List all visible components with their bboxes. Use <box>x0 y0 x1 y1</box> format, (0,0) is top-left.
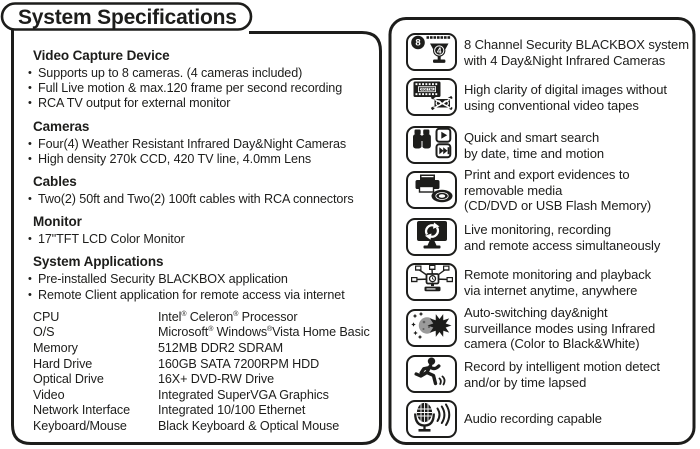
feature-text <box>464 130 698 161</box>
bullet-dot: • <box>28 97 32 110</box>
feature-line: camera (Color to Black&White) <box>464 336 640 351</box>
feature-line: Record by intelligent motion detect <box>464 359 660 374</box>
spec-label: Video <box>33 387 65 402</box>
feature-line: Print and export evidences to <box>464 167 630 182</box>
feature-line: Remote monitoring and playback <box>464 267 652 282</box>
bullet-item <box>28 192 374 207</box>
spec-label: O/S <box>33 325 55 340</box>
feature-line: Quick and smart search <box>464 130 600 145</box>
bullet-item <box>28 81 374 96</box>
svg-text:4: 4 <box>436 46 441 55</box>
bullet-item <box>28 66 374 81</box>
spec-label: Hard Drive <box>33 356 93 371</box>
spec-value: 512MB DDR2 SDRAM <box>158 341 284 356</box>
spec-section <box>28 254 374 302</box>
spec-label: Optical Drive <box>33 372 104 387</box>
bullet-dot: • <box>28 193 32 206</box>
bullet-text: RCA TV output for external monitor <box>38 96 231 111</box>
bullet-item <box>28 137 374 152</box>
feature-line: Auto-switching day&night <box>464 305 608 320</box>
motion-detect-icon <box>410 356 454 393</box>
icon-box <box>406 355 457 393</box>
spec-section <box>28 214 374 247</box>
icon-box <box>406 263 457 301</box>
svg-text:8: 8 <box>414 37 421 49</box>
spec-label: Memory <box>33 341 78 356</box>
print-export-icon <box>410 172 454 209</box>
bullet-item <box>28 232 374 247</box>
feature-row <box>406 218 694 256</box>
feature-text <box>464 167 698 214</box>
feature-row <box>406 78 694 116</box>
spec-table-row <box>33 403 374 419</box>
feature-line: using conventional video tapes <box>464 97 639 113</box>
spec-table-row <box>33 357 374 373</box>
feature-line: High clarity of digital images without <box>464 82 667 97</box>
spec-value: Intel® Celeron® Processor <box>158 309 298 324</box>
day-night-icon <box>410 310 454 347</box>
feature-row <box>406 263 694 301</box>
feature-line: surveillance modes using Infrared <box>464 320 656 336</box>
bullet-text: Pre-installed Security BLACKBOX application <box>38 272 288 287</box>
bullet-item <box>28 288 374 303</box>
icon-box <box>406 400 457 438</box>
bullet-dot: • <box>28 288 32 301</box>
section-heading: Monitor <box>33 214 82 230</box>
spec-label: Network Interface <box>33 403 130 418</box>
spec-label: Keyboard/Mouse <box>33 418 127 433</box>
spec-table-row <box>33 419 374 435</box>
feature-line: Audio recording capable <box>464 411 602 426</box>
feature-line: via internet anytime, anywhere <box>464 282 638 298</box>
feature-line: 8 Channel Security BLACKBOX system <box>464 37 689 52</box>
bullet-dot: • <box>28 82 32 95</box>
spec-value: 16X+ DVD-RW Drive <box>158 372 274 387</box>
feature-line: (CD/DVD or USB Flash Memory) <box>464 198 652 213</box>
feature-row <box>406 305 694 351</box>
spec-table-row <box>33 388 374 404</box>
feature-row <box>406 167 694 213</box>
feature-text <box>464 411 698 427</box>
spec-table-row <box>33 341 374 357</box>
audio-recording-icon <box>410 401 454 438</box>
bullet-text: Remote Client application for remote access via internet <box>38 287 345 302</box>
bullet-item <box>28 152 374 167</box>
feature-text <box>464 37 698 68</box>
icon-box <box>406 218 457 256</box>
feature-text <box>464 305 698 352</box>
section-heading: Cameras <box>33 118 90 134</box>
bullet-dot: • <box>28 67 32 79</box>
bullet-item <box>28 96 374 111</box>
bullet-dot: • <box>28 273 32 286</box>
icon-box <box>406 171 457 209</box>
digital-film-icon <box>410 79 454 116</box>
spec-table-row <box>33 372 374 388</box>
spec-section <box>28 174 374 207</box>
spec-section <box>28 48 374 112</box>
page-title: System Specifications <box>18 6 237 29</box>
bullet-text: Full Live motion & max.120 frame per second recording <box>38 81 343 96</box>
bullet-text: Two(2) 50ft and Two(2) 100ft cables with RCA connectors <box>38 192 354 207</box>
feature-row <box>406 355 694 393</box>
left-panel <box>28 44 374 435</box>
spec-table-row <box>33 325 374 341</box>
spec-label: CPU <box>33 309 60 324</box>
spec-value: Black Keyboard & Optical Mouse <box>158 418 340 433</box>
feature-row <box>406 33 694 71</box>
bullet-dot: • <box>28 233 32 246</box>
feature-text <box>464 267 698 298</box>
icon-box <box>406 33 457 71</box>
feature-line: and remote access simultaneously <box>464 237 661 253</box>
bullet-text: 17"TFT LCD Color Monitor <box>38 232 185 247</box>
bullet-dot: • <box>28 152 32 165</box>
bullet-text: Four(4) Weather Resistant Infrared Day&Night Cameras <box>38 136 347 151</box>
feature-line: by date, time and motion <box>464 145 604 161</box>
section-heading: System Applications <box>33 254 164 270</box>
feature-line: with 4 Day&Night Infrared Cameras <box>464 52 666 68</box>
icon-box <box>406 126 457 164</box>
spec-value: Integrated 10/100 Ethernet <box>158 403 306 418</box>
icon-box <box>406 309 457 347</box>
bullet-text: Supports up to 8 cameras. (4 cameras included) <box>38 66 303 80</box>
live-monitoring-icon <box>410 219 454 256</box>
bullet-item <box>28 272 374 287</box>
section-heading: Video Capture Device <box>33 48 170 63</box>
bullet-dot: • <box>28 137 32 150</box>
feature-row <box>406 126 694 164</box>
feature-text <box>464 359 698 390</box>
spec-value: 160GB SATA 7200RPM HDD <box>158 356 320 371</box>
bullet-text: High density 270k CCD, 420 TV line, 4.0mm Lens <box>38 151 312 166</box>
feature-text <box>464 82 698 113</box>
spec-table <box>33 310 374 435</box>
spec-value: Microsoft® Windows®Vista Home Basic <box>158 325 370 340</box>
feature-line: removable media <box>464 182 563 198</box>
feature-line: and/or by time lapsed <box>464 374 587 390</box>
spec-value: Integrated SuperVGA Graphics <box>158 387 329 402</box>
remote-network-icon <box>410 264 454 301</box>
section-heading: Cables <box>33 174 77 190</box>
icon-box <box>406 78 457 116</box>
svg-text:DIGITAL: DIGITAL <box>418 86 435 91</box>
spec-section <box>28 119 374 167</box>
feature-line: Live monitoring, recording <box>464 222 611 237</box>
dvr-8-channel-icon <box>410 34 454 71</box>
feature-text <box>464 222 698 253</box>
feature-row <box>406 400 694 438</box>
spec-sections <box>28 48 374 303</box>
spec-table-row <box>33 310 374 326</box>
smart-search-icon <box>410 127 454 164</box>
